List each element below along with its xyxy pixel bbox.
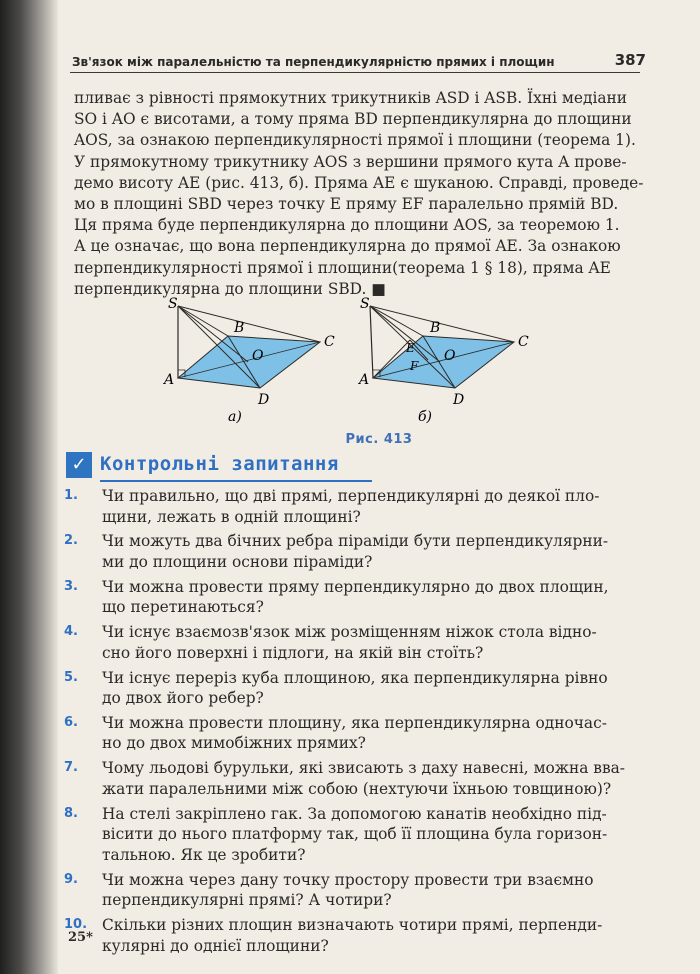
- question-line: Чому льодові бурульки, які звисають з даху навесні, можна вва-: [102, 759, 625, 778]
- vertex-label-f: F: [410, 359, 419, 373]
- figure-caption: Рис. 413: [345, 432, 413, 447]
- question-number: 4.: [64, 624, 78, 640]
- text-line: мо в площині SBD через точку E пряму EF паралельно прямій BD.: [74, 195, 619, 214]
- vertex-label-a: A: [164, 372, 175, 388]
- running-title: Зв'язок між паралельністю та перпендикулярністю прямих і площин: [72, 55, 555, 69]
- vertex-label-a: A: [359, 372, 370, 388]
- question-line: тальною. Як це зробити?: [102, 845, 306, 864]
- text-line: А це означає, що вона перпендикулярна до прямої AE. За ознакою: [74, 237, 621, 256]
- question-line: На стелі закріплено гак. За допомогою канатів необхідно під-: [102, 804, 607, 823]
- question-number: 5.: [64, 669, 78, 685]
- question-item: [64, 577, 640, 618]
- question-number: 2.: [64, 533, 78, 549]
- checkmark-icon: ✓: [66, 452, 92, 478]
- book-spine-shadow: [0, 0, 58, 974]
- question-line: вісити до нього платформу так, щоб її площина була горизон-: [102, 825, 608, 844]
- question-line: Чи можна провести площину, яка перпендикулярна одночас-: [102, 713, 607, 732]
- text-line: AOS, за ознакою перпендикулярності прямої і площини (теорема 1).: [74, 131, 636, 150]
- question-line: що перетинаються?: [102, 598, 264, 617]
- text-line: SO і AO є висотами, а тому пряма BD перпендикулярна до площини: [74, 110, 632, 129]
- question-item: [64, 758, 640, 799]
- vertex-label-o: O: [252, 348, 264, 364]
- text-line: демо висоту AE (рис. 413, б). Пряма AE є шуканою. Справді, проведе-: [74, 173, 644, 192]
- question-line: кулярні до однієї площини?: [102, 936, 329, 955]
- vertex-label-e: E: [406, 341, 415, 355]
- edge-sc: [370, 306, 514, 342]
- edge-sc: [178, 306, 320, 342]
- vertex-label-s: S: [360, 296, 370, 312]
- question-number: 10.: [64, 916, 88, 932]
- pyramid-figure-a: [162, 296, 335, 425]
- vertex-label-o: O: [444, 348, 456, 364]
- figure-413: [148, 296, 648, 426]
- edge-sa: [370, 306, 373, 378]
- vertex-label-b: B: [234, 320, 245, 336]
- section-heading: [66, 452, 386, 482]
- page-header: [70, 48, 646, 73]
- questions-list: [64, 486, 640, 960]
- figure-sublabel-b: б): [418, 409, 433, 425]
- question-number: 6.: [64, 714, 78, 730]
- vertex-label-b: B: [430, 320, 441, 336]
- section-underline: [100, 480, 372, 482]
- question-item: [64, 486, 640, 527]
- question-line: ми до площини основи піраміди?: [102, 552, 373, 571]
- question-item: [64, 622, 640, 663]
- vertex-label-s: S: [168, 296, 178, 312]
- question-number: 8.: [64, 805, 78, 821]
- question-line: перпендикулярні прямі? А чотири?: [102, 891, 392, 910]
- question-number: 1.: [64, 488, 78, 503]
- question-number: 3.: [64, 578, 78, 594]
- text-line: Ця пряма буде перпендикулярна до площини AOS, за теоремою 1.: [74, 216, 620, 235]
- page-number: 387: [614, 51, 646, 69]
- question-item: [64, 804, 640, 866]
- vertex-label-c: C: [324, 334, 335, 350]
- vertex-label-c: C: [518, 334, 529, 350]
- question-item: [64, 713, 640, 754]
- pyramid-figure-b: [357, 296, 529, 425]
- book-page: [58, 0, 700, 974]
- question-line: но до двох мимобіжних прямих?: [102, 734, 366, 753]
- base-rhombus: [178, 336, 320, 388]
- vertex-label-d: D: [453, 392, 465, 408]
- question-line: Чи правильно, що дві прямі, перпендикулярні до деякої пло-: [102, 487, 600, 505]
- section-title: Контрольні запитання: [100, 453, 339, 475]
- question-line: Чи можна через дану точку простору провести три взаємно: [102, 870, 594, 889]
- question-line: до двох його ребер?: [102, 689, 264, 708]
- question-line: Чи існує взаємозв'язок між розміщенням ніжок стола відно-: [102, 623, 597, 642]
- question-line: Чи можуть два бічних ребра піраміди бути перпендикулярни-: [102, 532, 609, 551]
- question-line: жати паралельними між собою (нехтуючи їхньою товщиною)?: [102, 779, 612, 798]
- text-line: перпендикулярності прямої і площини(теорема 1 § 18), пряма AE: [74, 258, 611, 277]
- proof-paragraph: [74, 88, 644, 300]
- question-item: [64, 531, 640, 572]
- question-item: [64, 915, 640, 956]
- figure-sublabel-a: а): [228, 409, 242, 425]
- question-item: [64, 668, 640, 709]
- vertex-label-d: D: [258, 392, 270, 408]
- question-line: Чи існує переріз куба площиною, яка перпендикулярна рівно: [102, 668, 608, 687]
- question-item: [64, 870, 640, 911]
- question-line: Скільки різних площин визначають чотири прямі, перпенди-: [102, 915, 603, 934]
- text-line: пливає з рівності прямокутних трикутників ASD і ASB. Їхні медіани: [74, 89, 628, 107]
- question-line: сно його поверхні і підлоги, на якій він стоїть?: [102, 643, 484, 662]
- signature-mark: 25*: [68, 930, 93, 945]
- pyramid-diagrams: [148, 296, 648, 426]
- question-number: 9.: [64, 871, 78, 887]
- question-line: щини, лежать в одній площині?: [102, 507, 361, 526]
- question-line: Чи можна провести пряму перпендикулярно до двох площин,: [102, 577, 609, 596]
- text-line: У прямокутному трикутнику AOS з вершини прямого кута A прове-: [74, 152, 627, 171]
- text-line: перпендикулярна до площини SBD. ■: [74, 279, 386, 298]
- question-number: 7.: [64, 760, 78, 776]
